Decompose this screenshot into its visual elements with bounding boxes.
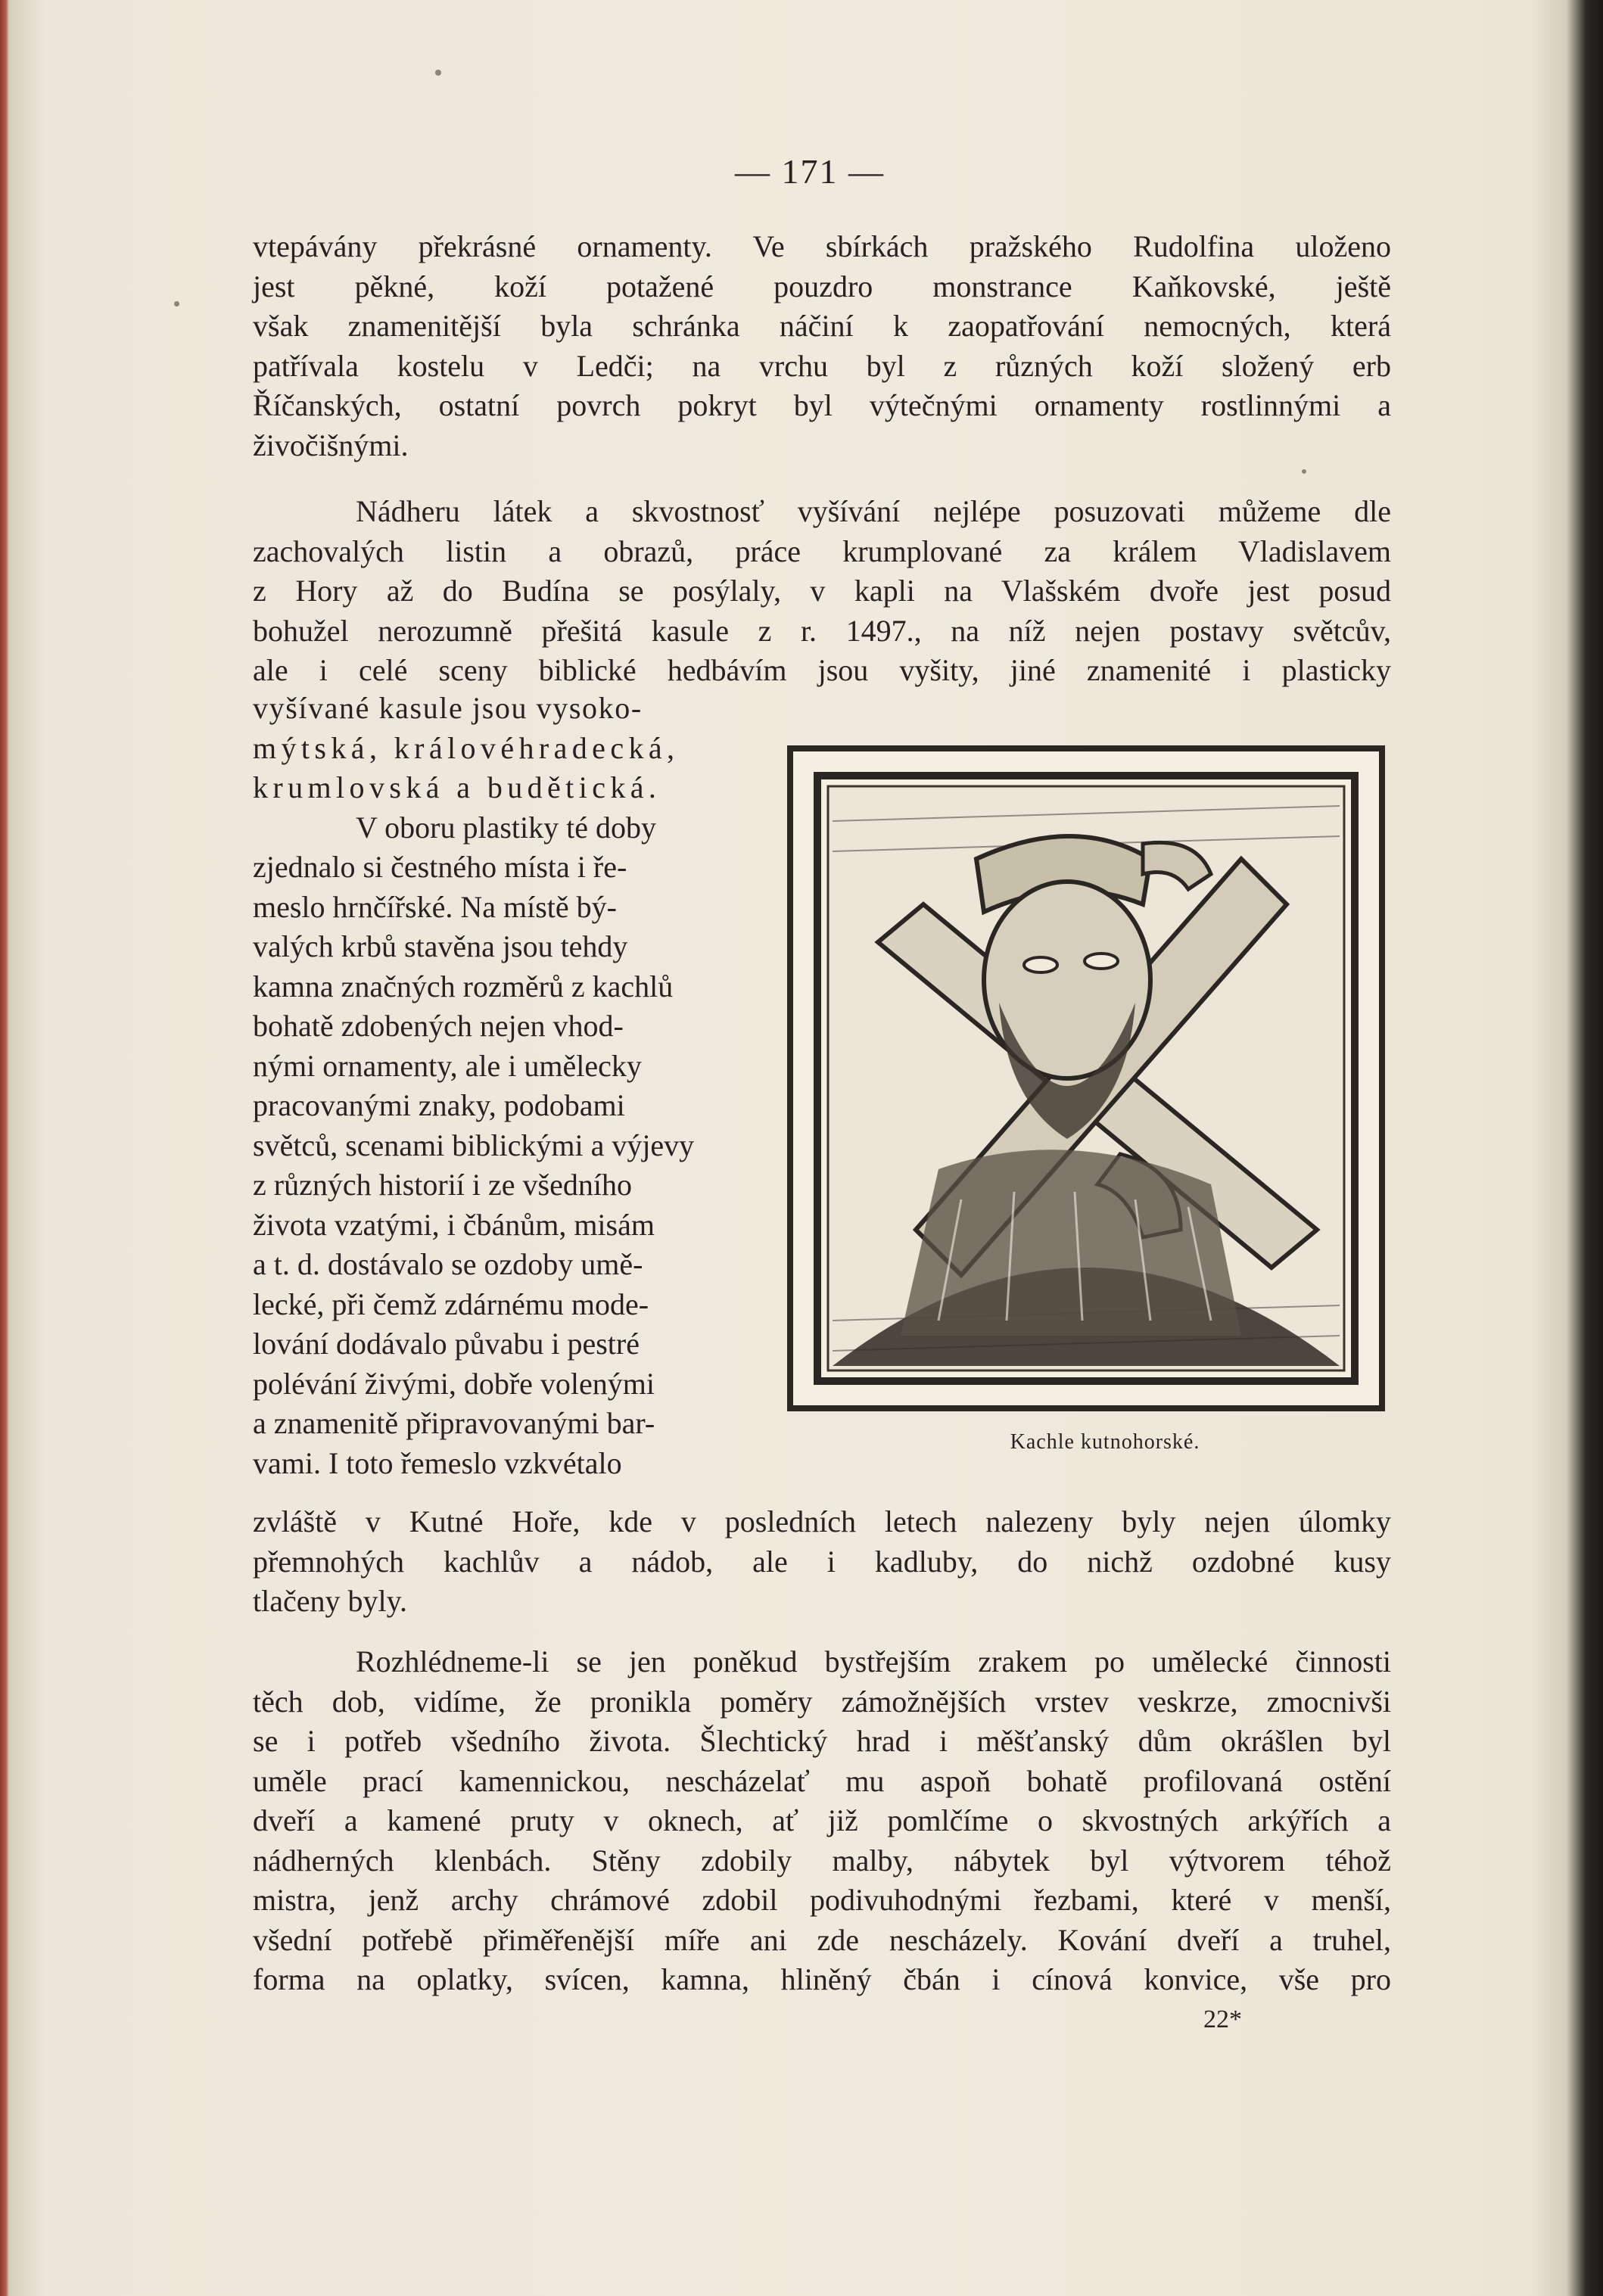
wrapped-column	[253, 689, 752, 1483]
figure-caption: Kachle kutnohorské.	[1010, 1430, 1200, 1454]
text-line: a znamenitě připravovanými bar-	[253, 1406, 655, 1440]
text-line: zvláště v Kutné Hoře, kde v posledních letech nalezeny byly nejen úlomky	[253, 1504, 1391, 1538]
paper-speck	[435, 70, 441, 76]
text-line: krumlovská a budětická.	[253, 770, 661, 804]
paper-speck	[174, 301, 179, 306]
text-line: polévání živými, dobře volenými	[253, 1366, 655, 1401]
text-line: mýtská, královéhradecká,	[253, 730, 680, 765]
text-line: z Hory až do Budína se posýlaly, v kapli na Vlašském dvoře jest posud	[253, 574, 1391, 608]
tile-engraving	[787, 745, 1385, 1411]
text-line: tlačeny byly.	[253, 1584, 408, 1618]
text-line: vyšívané kasule jsou vysoko-	[253, 691, 643, 725]
text-line: zachovalých listin a obrazů, práce krumplované za králem Vladislavem	[253, 534, 1391, 568]
paragraph-2	[253, 492, 1391, 691]
page-number: — 171 —	[735, 152, 885, 191]
text-line: meslo hrnčířské. Na místě bý-	[253, 889, 617, 924]
text-line: života vzatými, i čbánům, misám	[253, 1207, 655, 1242]
text-line: a t. d. dostávalo se ozdoby umě-	[253, 1247, 643, 1281]
paragraph-4	[253, 1642, 1391, 2000]
text-line: lování dodávalo půvabu i pestré	[253, 1327, 640, 1361]
paragraph-1	[253, 227, 1391, 465]
text-line: vtepávány překrásné ornamenty. Ve sbírkách pražského Rudolfina uloženo	[253, 229, 1391, 263]
illustration-tile	[787, 745, 1385, 1411]
text-line: bohužel nerozumně přešitá kasule z r. 1497., na níž nejen postavy světcův,	[253, 613, 1391, 648]
text-line: těch dob, vidíme, že pronikla poměry zámožnějších vrstev veskrze, zmocnivši	[253, 1684, 1391, 1719]
text-line: V oboru plastiky té doby	[356, 810, 657, 845]
text-line: vami. I toto řemeslo vzkvétalo	[253, 1445, 622, 1480]
text-line: bohatě zdobených nejen vhod-	[253, 1009, 624, 1043]
text-line: však znamenitější byla schránka náčiní k zaopatřování nemocných, která	[253, 309, 1391, 343]
paragraph-3-continued	[253, 1502, 1391, 1622]
text-line: dveří a kamené pruty v oknech, ať již pomlčíme o skvostných arkýřích a	[253, 1803, 1391, 1837]
text-line: Nádheru látek a skvostnosť vyšívání nejlépe posuzovati můžeme dle	[356, 494, 1391, 528]
text-line: přemnohých kachlův a nádob, ale i kadluby, do nichž ozdobné kusy	[253, 1544, 1391, 1579]
text-line: Rozhlédneme-li se jen poněkud bystřejším zrakem po umělecké činnosti	[356, 1644, 1391, 1678]
text-line: lecké, při čemž zdárnému mode-	[253, 1286, 649, 1321]
binding-edge	[0, 0, 9, 2296]
text-line: všední potřebě přiměřenější míře ani zde nescházely. Kování dveří a truhel,	[253, 1922, 1391, 1957]
text-line: Říčanských, ostatní povrch pokryt byl výtečnými ornamenty rostlinnými a	[253, 388, 1391, 422]
text-line: kamna značných rozměrů z kachlů	[253, 969, 674, 1003]
text-line: zjednalo si čestného místa i ře-	[253, 850, 627, 884]
text-line: pracovanými znaky, podobami	[253, 1088, 625, 1122]
text-line: patřívala kostelu v Ledči; na vrchu byl z různých koží složený erb	[253, 348, 1391, 383]
signature-mark: 22*	[1203, 2005, 1242, 2033]
text-line: forma na oplatky, svícen, kamna, hliněný čbán i cínová konvice, vše pro	[253, 1962, 1391, 1996]
text-line: valých krbů stavěna jsou tehdy	[253, 929, 628, 963]
text-line: nými ornamenty, ale i umělecky	[253, 1048, 642, 1083]
text-line: z různých historií i ze všedního	[253, 1168, 632, 1202]
text-line: živočišnými.	[253, 428, 409, 462]
paper-speck	[1302, 469, 1306, 474]
text-line: ale i celé sceny biblické hedbávím jsou vyšity, jiné znamenité i plasticky	[253, 653, 1391, 687]
text-line: mistra, jenž archy chrámové zdobil podivuhodnými řezbami, které v menší,	[253, 1883, 1391, 1917]
text-line: jest pěkné, koží potažené pouzdro monstrance Kaňkovské, ještě	[253, 269, 1391, 303]
text-line: se i potřeb všedního života. Šlechtický hrad i měšťanský dům okrášlen byl	[253, 1724, 1391, 1758]
text-line: světců, scenami biblickými a výjevy	[253, 1128, 695, 1162]
text-line: nádherných klenbách. Stěny zdobily malby, nábytek byl výtvorem téhož	[253, 1843, 1391, 1878]
text-line: uměle prací kamennickou, nescházelať mu aspoň bohatě profilovaná ostění	[253, 1763, 1391, 1798]
